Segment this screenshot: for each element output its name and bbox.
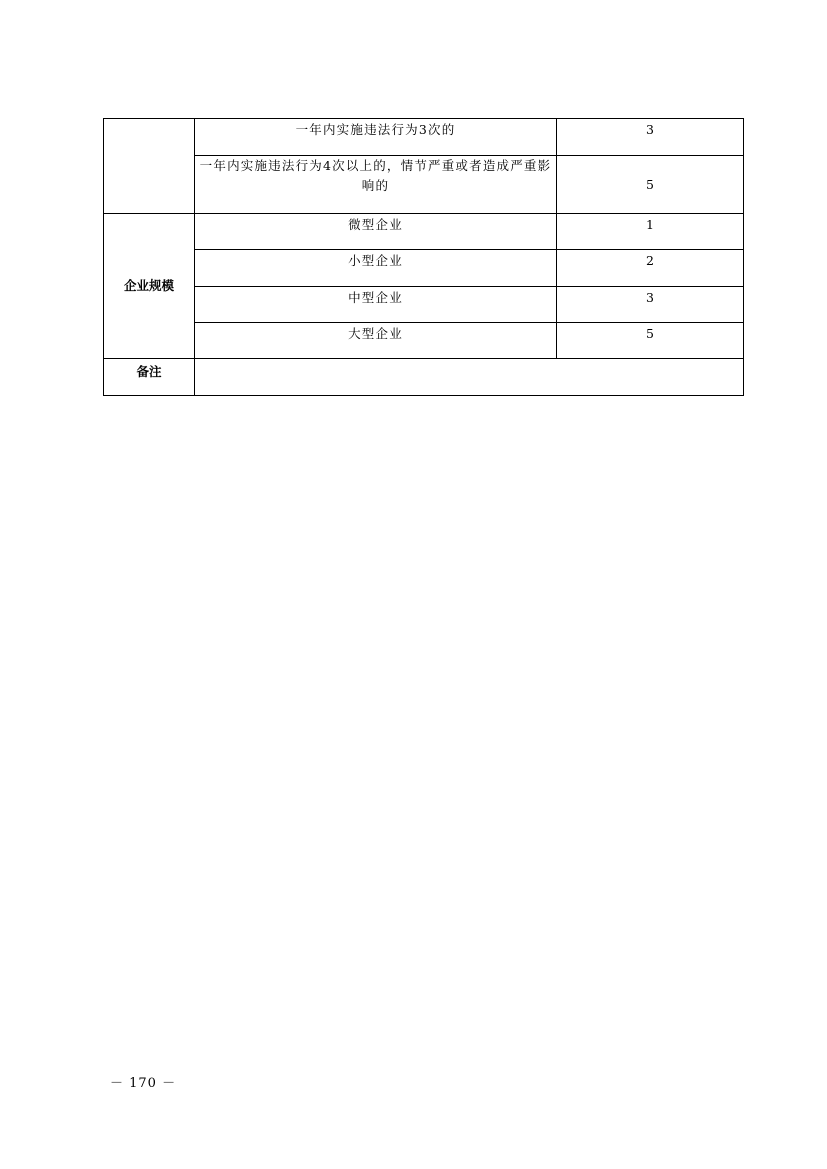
- table-row: [104, 323, 744, 359]
- row-score: 2: [557, 250, 744, 287]
- remarks-content: [195, 359, 744, 396]
- row-score: 5: [557, 156, 744, 214]
- row-description: 中型企业: [195, 287, 557, 323]
- table-row: [104, 287, 744, 323]
- table-row: [104, 250, 744, 287]
- row-score: 3: [557, 287, 744, 323]
- table-row: [104, 214, 744, 250]
- row-description: 一年内实施违法行为4次以上的，情节严重或者造成严重影响的: [195, 156, 557, 214]
- row-score: 5: [557, 323, 744, 359]
- remarks-label: 备注: [104, 359, 195, 396]
- row-description: 小型企业: [195, 250, 557, 287]
- enterprise-scale-label: 企业规模: [104, 214, 195, 359]
- table-row: [104, 156, 744, 214]
- row-score: 3: [557, 119, 744, 156]
- row-description: 一年内实施违法行为3次的: [195, 119, 557, 156]
- row-description: 微型企业: [195, 214, 557, 250]
- row-description: 大型企业: [195, 323, 557, 359]
- violation-category-cell: [104, 119, 195, 214]
- table-row: [104, 119, 744, 156]
- page-number: － 170 －: [110, 1076, 177, 1091]
- table-row: [104, 359, 744, 396]
- scoring-table: [103, 118, 744, 396]
- row-score: 1: [557, 214, 744, 250]
